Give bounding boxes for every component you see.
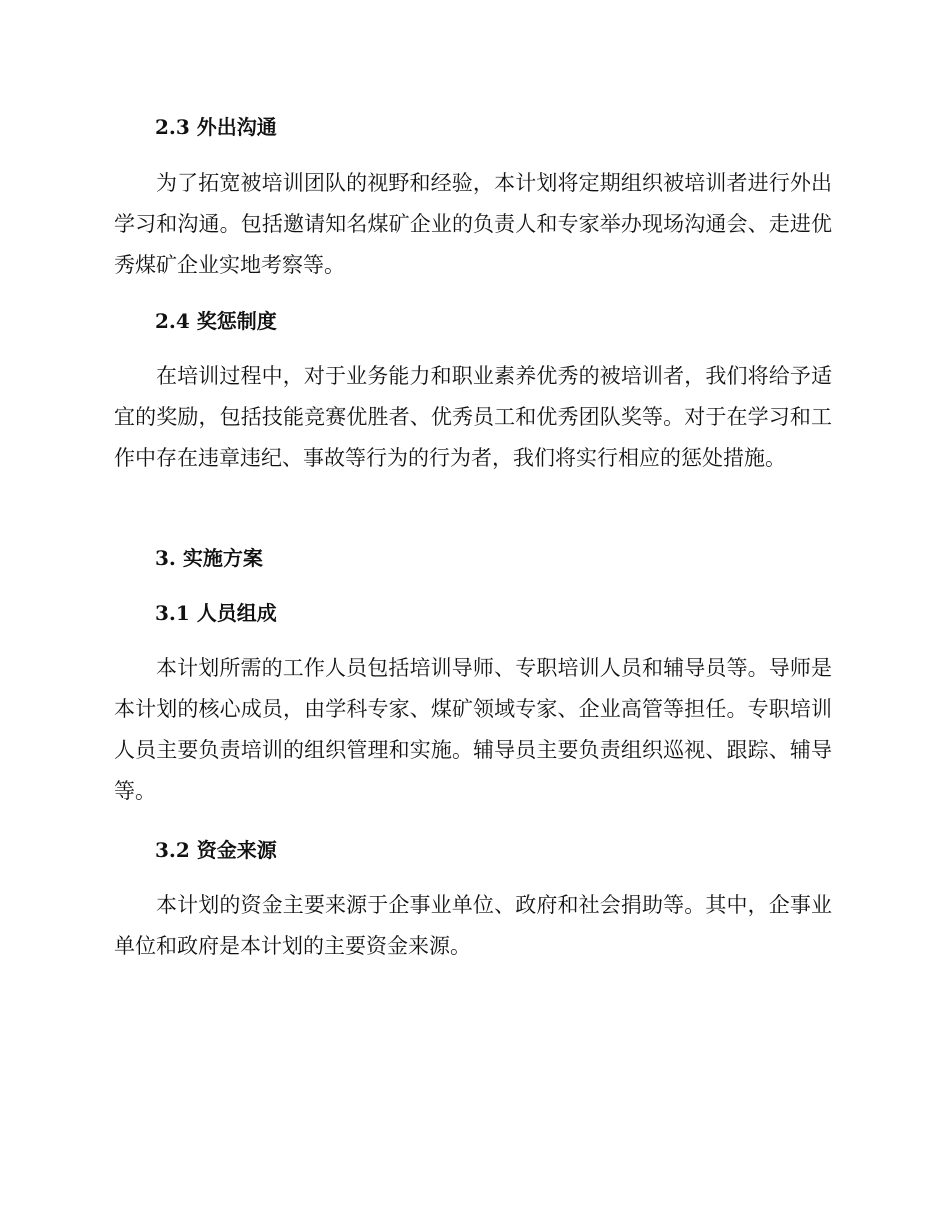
section-heading-3-1: 3.1 人员组成 xyxy=(155,601,277,625)
section-heading-2-3: 2.3 外出沟通 xyxy=(155,115,277,139)
section-paragraph-3-1: 本计划所需的工作人员包括培训导师、专职培训人员和辅导员等。导师是本计划的核心成员，由学科专家、煤矿领域专家、企业高管等担任。专职培训人员主要负责培训的组织管理和实施。辅导员主要负责组织巡视、跟踪、辅导等。 xyxy=(114,656,832,803)
section-heading-3-2: 3.2 资金来源 xyxy=(155,838,277,862)
section-heading-3: 3. 实施方案 xyxy=(155,546,263,570)
section-paragraph-3-2: 本计划的资金主要来源于企事业单位、政府和社会捐助等。其中，企事业单位和政府是本计划的主要资金来源。 xyxy=(114,893,832,958)
section-heading-2-4: 2.4 奖惩制度 xyxy=(155,309,277,333)
section-paragraph-2-3: 为了拓宽被培训团队的视野和经验，本计划将定期组织被培训者进行外出学习和沟通。包括邀请知名煤矿企业的负责人和专家举办现场沟通会、走进优秀煤矿企业实地考察等。 xyxy=(114,171,832,277)
section-paragraph-2-4: 在培训过程中，对于业务能力和职业素养优秀的被培训者，我们将给予适宜的奖励，包括技能竞赛优胜者、优秀员工和优秀团队奖等。对于在学习和工作中存在违章违纪、事故等行为的行为者，我们将实行相应的惩处措施。 xyxy=(114,364,832,470)
